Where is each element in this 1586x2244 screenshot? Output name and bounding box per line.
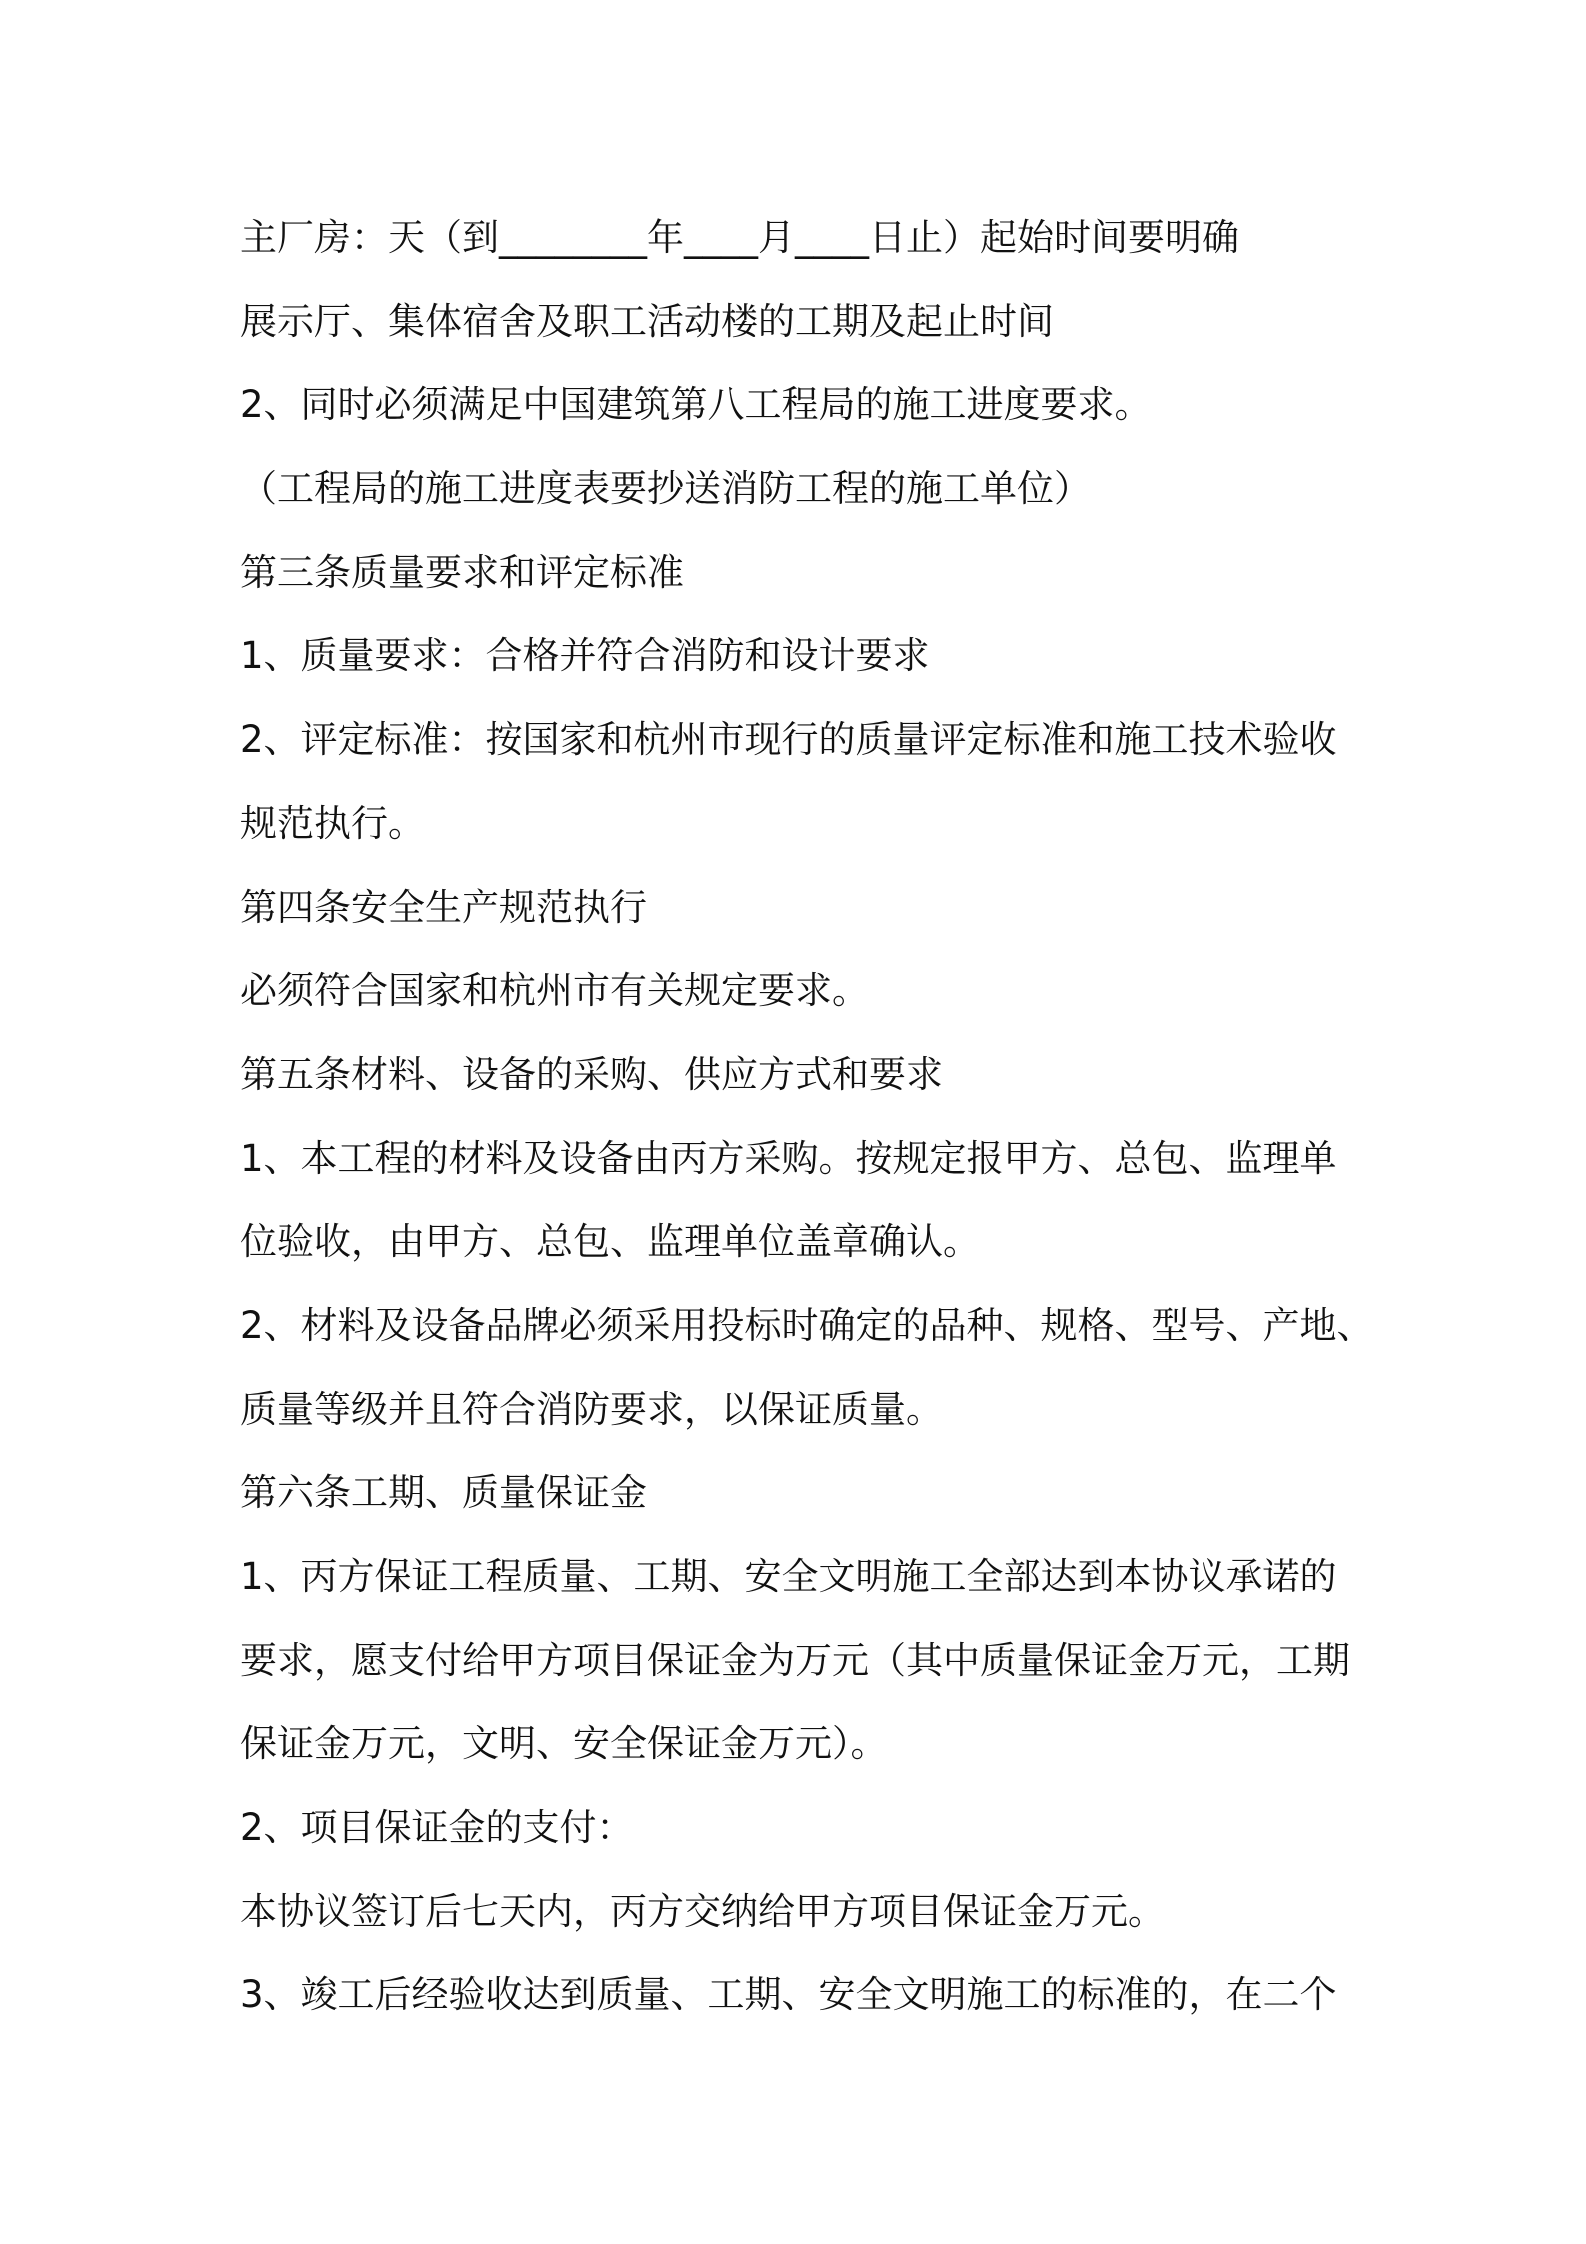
- text-line: 2、材料及设备品牌必须采用投标时确定的品种、规格、型号、产地、: [240, 1303, 1374, 1347]
- section-heading: 第四条安全生产规范执行: [240, 885, 647, 929]
- text-line: 主厂房：天（到________年____月____日止）起始时间要明确: [240, 216, 1239, 259]
- text-line: 位验收，由甲方、总包、监理单位盖章确认。: [240, 1220, 980, 1264]
- text-line: 2、同时必须满足中国建筑第八工程局的施工进度要求。: [240, 383, 1152, 427]
- text-line: 保证金万元，文明、安全保证金万元）。: [240, 1722, 888, 1766]
- text-line: 2、评定标准：按国家和杭州市现行的质量评定标准和施工技术验收: [240, 718, 1337, 762]
- document-body: [240, 196, 1390, 2037]
- text-line: 要求，愿支付给甲方项目保证金为万元（其中质量保证金万元，工期: [240, 1638, 1350, 1682]
- text-line: 必须符合国家和杭州市有关规定要求。: [240, 969, 869, 1013]
- text-line: 展示厅、集体宿舍及职工活动楼的工期及起止时间: [240, 299, 1054, 343]
- text-line: 本协议签订后七天内，丙方交纳给甲方项目保证金万元。: [240, 1889, 1165, 1933]
- text-line: 质量等级并且符合消防要求，以保证质量。: [240, 1387, 943, 1431]
- text-line: 1、质量要求：合格并符合消防和设计要求: [240, 634, 930, 678]
- text-line: 3、竣工后经验收达到质量、工期、安全文明施工的标准的，在二个: [240, 1973, 1337, 2017]
- text-line: 2、项目保证金的支付：: [240, 1806, 634, 1850]
- section-heading: 第六条工期、质量保证金: [240, 1471, 647, 1515]
- text-line: （工程局的施工进度表要抄送消防工程的施工单位）: [240, 467, 1091, 511]
- section-heading: 第五条材料、设备的采购、供应方式和要求: [240, 1052, 943, 1096]
- text-line: 规范执行。: [240, 801, 425, 845]
- section-heading: 第三条质量要求和评定标准: [240, 550, 684, 594]
- text-line: 1、丙方保证工程质量、工期、安全文明施工全部达到本协议承诺的: [240, 1555, 1337, 1598]
- text-line: 1、本工程的材料及设备由丙方采购。按规定报甲方、总包、监理单: [240, 1136, 1337, 1180]
